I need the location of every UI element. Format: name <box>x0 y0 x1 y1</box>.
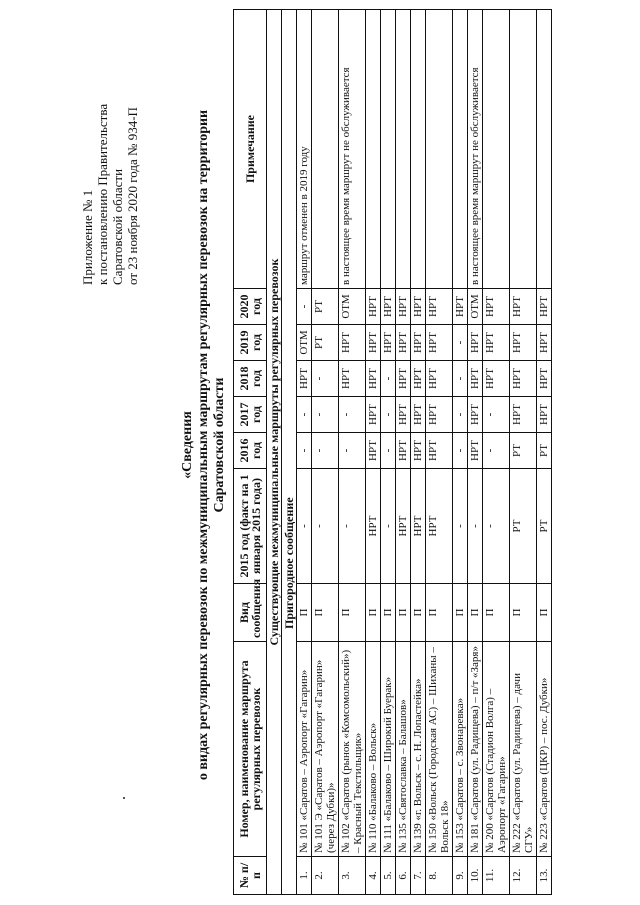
cell-num: 3. <box>339 857 366 895</box>
cell-num: 2. <box>312 857 339 895</box>
cell-2017: - <box>312 397 339 433</box>
cell-route: № 181 «Саратов (ул. Радищева) – п/т «Заря» <box>468 642 483 857</box>
routes-table <box>233 9 552 895</box>
table-row <box>381 10 396 895</box>
cell-route: № 111 «Балаково – Широкий Буерак» <box>381 642 396 857</box>
cell-type: П <box>339 584 366 642</box>
cell-2015: НРТ <box>426 469 453 584</box>
cell-type: П <box>366 584 381 642</box>
cell-2019: - <box>453 325 468 361</box>
cell-2016: - <box>453 433 468 469</box>
cell-2016: - <box>297 433 312 469</box>
cell-2017: НРТ <box>537 397 552 433</box>
cell-num: 12. <box>510 857 537 895</box>
cell-2018: НРТ <box>468 361 483 397</box>
appendix-line: Приложение № 1 <box>80 189 95 285</box>
cell-2019: НРТ <box>339 325 366 361</box>
cell-2018: НРТ <box>396 361 411 397</box>
cell-type: П <box>411 584 426 642</box>
cell-2018: НРТ <box>339 361 366 397</box>
cell-route: № 200 «Саратов (Стадион Волга) – Аэропорт «Гагарин» <box>483 642 510 857</box>
cell-2018: НРТ <box>483 361 510 397</box>
cell-route: № 110 «Балаково – Вольск» <box>366 642 381 857</box>
scan-speck <box>123 797 125 799</box>
cell-num: 4. <box>366 857 381 895</box>
cell-2016: НРТ <box>366 433 381 469</box>
cell-type: П <box>297 584 312 642</box>
cell-2016: НРТ <box>468 433 483 469</box>
cell-note <box>381 10 396 289</box>
cell-2019: НРТ <box>537 325 552 361</box>
cell-2016: - <box>312 433 339 469</box>
appendix-note <box>80 15 140 285</box>
cell-2020: НРТ <box>453 289 468 325</box>
cell-2017: НРТ <box>366 397 381 433</box>
table-row <box>426 10 453 895</box>
cell-note: в настоящее время маршрут не обслуживается <box>339 10 366 289</box>
cell-2016: НРТ <box>396 433 411 469</box>
cell-note <box>453 10 468 289</box>
cell-2018: - <box>453 361 468 397</box>
cell-2016: РТ <box>510 433 537 469</box>
table-row <box>453 10 468 895</box>
cell-2017: НРТ <box>468 397 483 433</box>
appendix-line: к постановлению Правительства <box>95 103 110 285</box>
title-line: Саратовской области <box>212 377 227 513</box>
cell-note <box>312 10 339 289</box>
table-row <box>468 10 483 895</box>
cell-type: П <box>453 584 468 642</box>
table-row <box>411 10 426 895</box>
appendix-line: от 23 ноября 2020 года № 934-П <box>125 107 140 285</box>
cell-type: П <box>426 584 453 642</box>
subsection-label: Пригородное сообщение <box>282 10 297 895</box>
cell-2020: ОТМ <box>339 289 366 325</box>
subsection-row <box>282 10 297 895</box>
cell-route: № 102 «Саратов (рынок «Комсомольский») – Красный Текстильщик» <box>339 642 366 857</box>
cell-num: 8. <box>426 857 453 895</box>
header-num: № п/п <box>234 857 267 895</box>
cell-2018: - <box>312 361 339 397</box>
cell-type: П <box>483 584 510 642</box>
table-header-row <box>234 10 267 895</box>
cell-2020: - <box>297 289 312 325</box>
cell-2015: - <box>483 469 510 584</box>
cell-2018: НРТ <box>510 361 537 397</box>
cell-2019: НРТ <box>483 325 510 361</box>
cell-2019: НРТ <box>468 325 483 361</box>
cell-2015: НРТ <box>366 469 381 584</box>
section-label: Существующие межмуниципальные маршруты регулярных перевозок <box>267 10 282 895</box>
cell-2016: НРТ <box>426 433 453 469</box>
cell-type: П <box>312 584 339 642</box>
cell-2020: НРТ <box>381 289 396 325</box>
cell-type: П <box>396 584 411 642</box>
header-route: Номер, наименование маршрута регулярных перевозок <box>234 642 267 857</box>
table-row <box>510 10 537 895</box>
cell-2018: - <box>381 361 396 397</box>
cell-note: в настоящее время маршрут не обслуживается <box>468 10 483 289</box>
cell-2017: - <box>381 397 396 433</box>
table-row <box>339 10 366 895</box>
cell-2015: НРТ <box>411 469 426 584</box>
cell-2017: НРТ <box>510 397 537 433</box>
table-row <box>483 10 510 895</box>
cell-2018: НРТ <box>366 361 381 397</box>
cell-2018: НРТ <box>426 361 453 397</box>
cell-route: № 222 «Саратов (ул. Радищева) – дачи СГУ» <box>510 642 537 857</box>
cell-note <box>366 10 381 289</box>
cell-2019: НРТ <box>381 325 396 361</box>
cell-2017: НРТ <box>426 397 453 433</box>
cell-2015: - <box>339 469 366 584</box>
cell-type: П <box>381 584 396 642</box>
cell-2015: - <box>468 469 483 584</box>
cell-2020: НРТ <box>396 289 411 325</box>
cell-2019: НРТ <box>366 325 381 361</box>
cell-2016: - <box>381 433 396 469</box>
cell-route: № 139 «г. Вольск – с. Н. Лопастейка» <box>411 642 426 857</box>
cell-2019: РТ <box>312 325 339 361</box>
header-2016: 2016 год <box>234 433 267 469</box>
cell-2020: НРТ <box>411 289 426 325</box>
cell-2020: НРТ <box>426 289 453 325</box>
document-title <box>180 65 228 825</box>
cell-2019: НРТ <box>426 325 453 361</box>
header-type: Вид сообщения <box>234 584 267 642</box>
cell-2017: НРТ <box>411 397 426 433</box>
appendix-line: Саратовской области <box>110 168 125 285</box>
cell-note <box>537 10 552 289</box>
cell-2020: НРТ <box>510 289 537 325</box>
cell-2016: - <box>339 433 366 469</box>
cell-num: 6. <box>396 857 411 895</box>
table-row <box>366 10 381 895</box>
cell-note <box>510 10 537 289</box>
cell-2018: НРТ <box>297 361 312 397</box>
cell-type: П <box>468 584 483 642</box>
cell-2020: ОТМ <box>468 289 483 325</box>
cell-2015: - <box>297 469 312 584</box>
table-row <box>396 10 411 895</box>
cell-type: П <box>537 584 552 642</box>
cell-2019: НРТ <box>411 325 426 361</box>
cell-2016: НРТ <box>411 433 426 469</box>
cell-note <box>426 10 453 289</box>
header-note: Примечание <box>234 10 267 289</box>
cell-num: 11. <box>483 857 510 895</box>
header-2017: 2017 год <box>234 397 267 433</box>
cell-num: 7. <box>411 857 426 895</box>
cell-2020: НРТ <box>366 289 381 325</box>
title-line: «Сведения <box>180 411 195 479</box>
cell-2015: НРТ <box>396 469 411 584</box>
table-row <box>312 10 339 895</box>
cell-2015: - <box>453 469 468 584</box>
cell-route: № 150 «Вольск (Городская АС) – Шиханы – Вольск 18» <box>426 642 453 857</box>
cell-route: № 135 «Святославка – Балашов» <box>396 642 411 857</box>
cell-2017: - <box>483 397 510 433</box>
cell-route: № 153 «Саратов – с. Звонаревка» <box>453 642 468 857</box>
cell-num: 1. <box>297 857 312 895</box>
cell-2019: НРТ <box>510 325 537 361</box>
cell-note <box>483 10 510 289</box>
cell-note: маршрут отменен в 2019 году <box>297 10 312 289</box>
header-2015: 2015 год (факт на 1 января 2015 года) <box>234 469 267 584</box>
header-2018: 2018 год <box>234 361 267 397</box>
table-row <box>537 10 552 895</box>
cell-2016: - <box>483 433 510 469</box>
cell-2020: РТ <box>312 289 339 325</box>
cell-2015: - <box>381 469 396 584</box>
cell-2016: РТ <box>537 433 552 469</box>
cell-2015: РТ <box>510 469 537 584</box>
cell-num: 13. <box>537 857 552 895</box>
cell-2015: - <box>312 469 339 584</box>
cell-2020: НРТ <box>537 289 552 325</box>
cell-2019: ОТМ <box>297 325 312 361</box>
table-row <box>297 10 312 895</box>
cell-num: 10. <box>468 857 483 895</box>
cell-num: 5. <box>381 857 396 895</box>
cell-num: 9. <box>453 857 468 895</box>
cell-2018: НРТ <box>411 361 426 397</box>
cell-type: П <box>510 584 537 642</box>
cell-2017: - <box>339 397 366 433</box>
cell-2020: НРТ <box>483 289 510 325</box>
cell-note <box>411 10 426 289</box>
header-2019: 2019 год <box>234 325 267 361</box>
cell-note <box>396 10 411 289</box>
header-2020: 2020 год <box>234 289 267 325</box>
title-line: о видах регулярных перевозок по межмуниципальным маршрутам регулярных перевозок на территории <box>196 109 211 781</box>
section-row <box>267 10 282 895</box>
cell-route: № 223 «Саратов (ЦКР) – пос. Дубки» <box>537 642 552 857</box>
cell-route: № 101 «Саратов – Аэропорт «Гагарин» <box>297 642 312 857</box>
cell-route: № 101 Э «Саратов – Аэропорт «Гагарин» (через Дубки)» <box>312 642 339 857</box>
cell-2019: НРТ <box>396 325 411 361</box>
cell-2017: - <box>297 397 312 433</box>
cell-2015: РТ <box>537 469 552 584</box>
cell-2017: НРТ <box>396 397 411 433</box>
cell-2017: - <box>453 397 468 433</box>
cell-2018: НРТ <box>537 361 552 397</box>
